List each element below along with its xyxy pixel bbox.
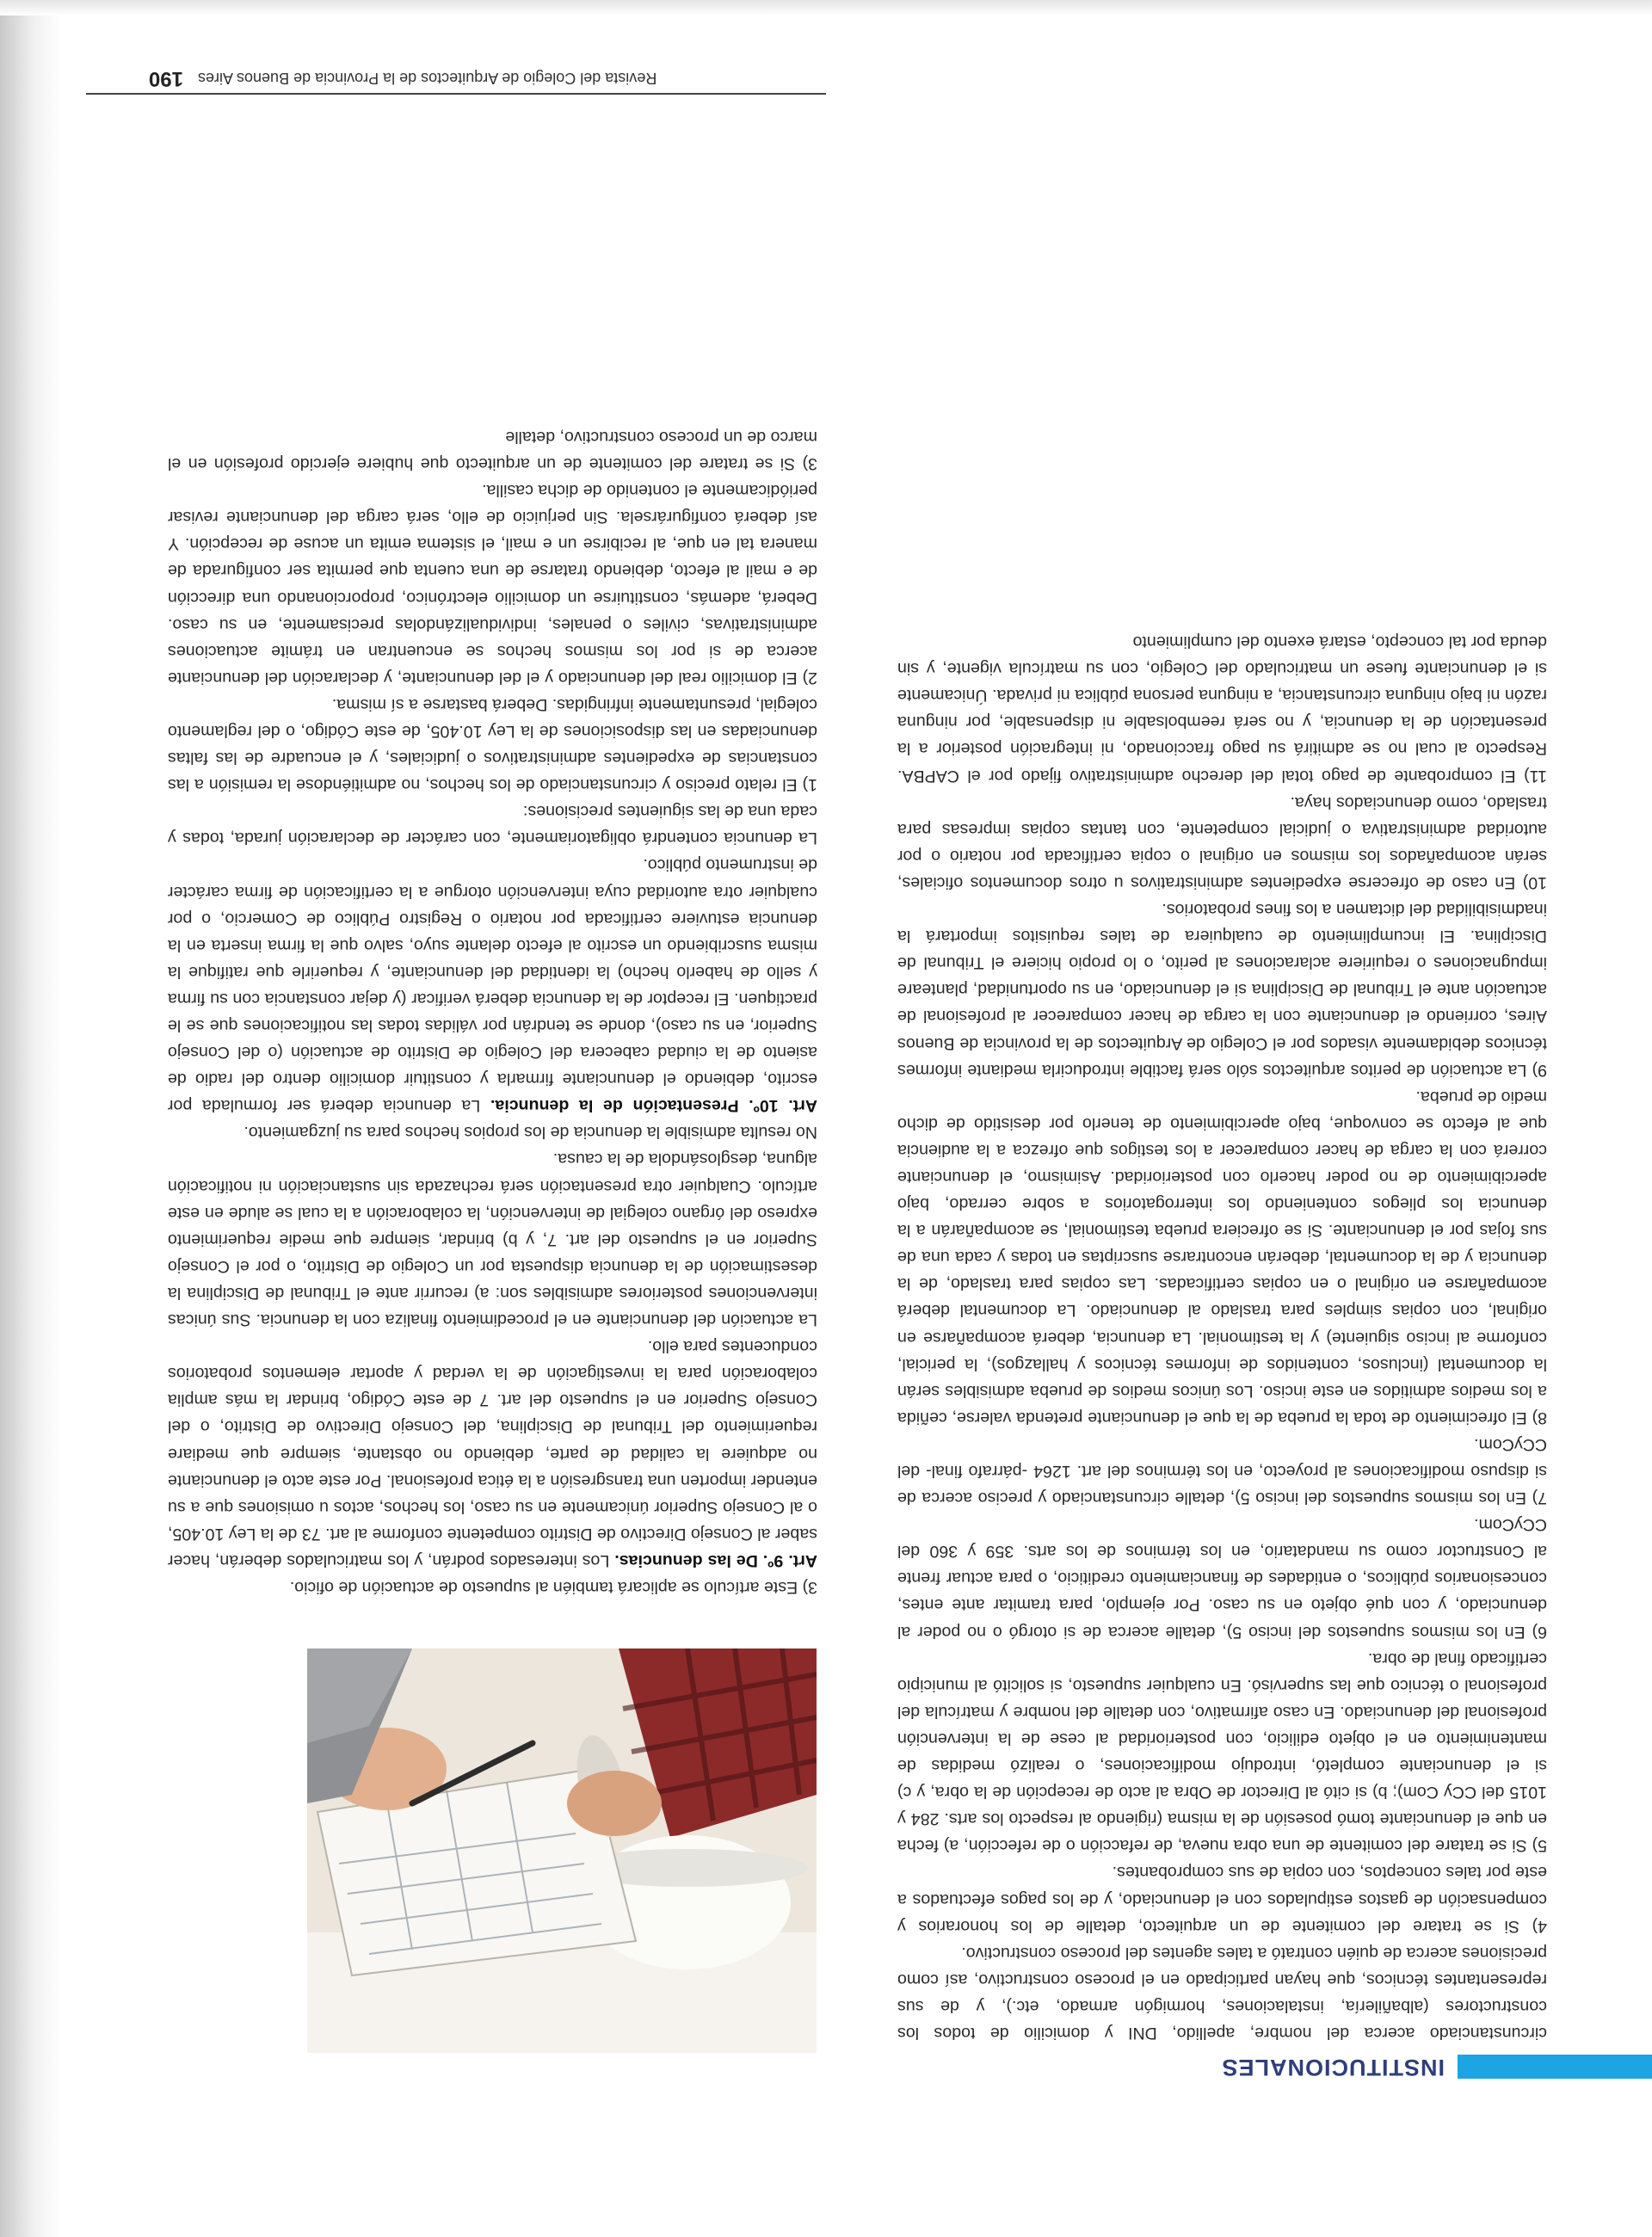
article-10-title: Art. 10º. Presentación de la denuncia. — [490, 1096, 817, 1116]
paragraph: 7) En los mismos supuestos del inciso 5), detalle circunstanciado y preciso acerca de si dispuso modificaciones al proyecto, en los términos del art. 1264 -párrafo final- del CCyCom. — [897, 1434, 1547, 1508]
photo-illustration — [307, 1648, 817, 2053]
architects-reviewing-blueprints-photo — [307, 1648, 817, 2053]
paragraph: La actuación del denunciante en el procedimiento finaliza con la denuncia. Sus únicas intervenciones posteriores admisibles son: a) recurrir ante el Tribunal de Disciplina la desestimación de la denuncia dispuesta por un Colegio de Distrito, o por el Consejo Superior en el supuesto del art. 7, y b) brindar, siempre que medie requerimiento expreso del órgano colegial de intervención, la colaboración a la cual se alude en este artículo. Cualquier otra presentación será rechazada sin sustanciación ni notificación alguna, desglosándola de la causa. — [168, 1149, 817, 1330]
footer-rule — [86, 93, 826, 95]
article-9-title: Art. 9º. De las denuncias. — [614, 1550, 817, 1570]
paragraph: La denuncia contendrá obligatoriamente, con carácter de declaración jurada, todas y cada una de las siguientes precisiones: — [168, 802, 817, 848]
paragraph: 6) En los mismos supuestos del inciso 5), detalle acerca de si otorgó o no poder al denunciado, y con qué objeto en su caso. Por ejemplo, para tramitar ante entes, concesionarios públicos, o entidades de financiamiento crediticio, o para actuar frente al Constructor como su mandatario, en los términos de los arts. 359 y 360 del CCyCom. — [897, 1515, 1547, 1642]
paragraph: 8) El ofrecimiento de toda la prueba de la que el denunciante pretenda valerse, ceñida a los medios admitidos en este inciso. Los únicos medios de prueba admisibles serán la documental (inclusos, contenidos de informes técnicos y hallazgos), la pericial, conforme al inciso siguiente) y la testimonial. La denuncia, deberá acompañarse en original, con copias simples para traslado al denunciado. La documental deberá acompañarse en original o en copias certificadas. Las copias para traslado, de la denuncia y de la documental, deberán encontrarse suscriptas en todas y cada una de sus fojas por el denunciante. Si se ofreciera prueba testimonial, se acompañarán a la denuncia los pliegos conteniendo los interrogatorios a sobre cerrado, bajo apercibimiento de no poder hacerlo con posterioridad. Asimismo, el denunciante correrá con la carga de hacer comparecer a los testigos que ofrezca a la audiencia que al efecto se convoque, bajo apercibimiento de tenerlo por desistido de dicho medio de prueba. — [897, 1087, 1547, 1427]
right-column — [168, 423, 817, 1600]
paragraph: 3) Si se tratare del comitente de un arquitecto que hubiere ejercido profesión en el marco de un proceso constructivo, detalle — [168, 427, 817, 474]
paragraph: 9) La actuación de peritos arquitectos sólo será factible introducirla mediante informes técnicos debidamente visados por el Colegio de Arquitectos de la provincia de Buenos Aires, corriendo el denunciante con la carga de hacer comparecer al profesional de actuación ante el Tribunal de Disciplina si el denunciado, en su oportunidad, planteare impugnaciones o requiriere aclaraciones al perito, o lo propio hiciere el Tribunal de Disciplina. El incumplimiento de cualquiera de tales requisitos importará la inadmisibilidad del dictamen a los fines probatorios. — [897, 900, 1547, 1080]
paragraph: 11) El comprobante de pago total del derecho administrativo fijado por el CAPBA. Respecto al cual no se admitirá su pago fraccionado, ni integración posterior a la presentación de la denuncia, y no será reembolsable ni dispensable, por ninguna razón ni bajo ninguna circunstancia, a ninguna persona pública ni privada. Únicamente si el denunciante fuese un matriculado del Colegio, con su matrícula vigente, y sin deuda por tal concepto, estará exento del cumplimiento — [897, 632, 1547, 786]
paragraph: 10) En caso de ofrecerse expedientes administrativos u otros documentos oficiales, serán acompañados los mismos en original o copia certificada por notario o por autoridad administrativa o judicial competente, con tantas copias impresas para traslado, como denunciados haya. — [897, 792, 1547, 892]
paragraph: 5) Si se tratare del comitente de una obra nueva, de refacción o de refección, a) fecha en que el denunciante tomó posesión de la misma (rigiendo al respecto los arts. 284 y 1015 del CCy Com); b) si citó al Director de Obra al acto de recepción de la obra, y c) si el denunciante completó, introdujo modificaciones, o realizó medidas de mantenimiento en el objeto edilicio, con posterioridad al cese de la intervención profesional del denunciado. En caso afirmativo, con detalle del nombre y matrícula del profesional o técnico que las supervisó. En cualquier supuesto, si solicitó al municipio certificado final de obra. — [897, 1648, 1547, 1856]
paragraph: No resulta admisible la denuncia de los propios hechos para su juzgamiento. — [243, 1123, 817, 1143]
article-9 — [168, 1333, 817, 1574]
section-label: INSTITUCIONALES — [1221, 2055, 1445, 2080]
paragraph: 2) El domicilio real del denunciado y el del denunciante, y declaración del denunciante acerca de si por los mismos hechos se encuentran en trámite actuaciones administrativas, civiles o penales, individualizándolas precisamente, en su caso. Deberá, además, constituirse un domicilio electrónico, proporcionando una dirección de e mail al efecto, debiendo tratarse de una cuenta que permita ser configurada de manera tal en que, al recibirse un e mail, el sistema emita un acuse de recepción. Y así deberá configurársela. Sin perjuicio de ello, será carga del denunciante revisar periódicamente el contenido de dicha casilla. — [168, 481, 817, 687]
article-10-body: La denuncia deberá ser formulada por escrito, debiendo el denunciante firmarla y constituir domicilio dentro del radio de asiento de la ciudad cabecera del Colegio de Distrito de actuación (o del Consejo Superior, en su caso), donde se tendrán por válidas todas las notificaciones que se le practiquen. El receptor de la denuncia deberá verificar (y dejar constancia con su firma y sello de haberlo hecho) la identidad del denunciante, y requerirle que ratifique la misma suscribiendo un escrito al efecto delante suyo, salvo que la firma inserta en la denuncia estuviere certificada por notario o Registro Público de Comercio, o por cualquier otra autoridad cuya intervención otorgue a la certificación de firma carácter de instrumento público. — [167, 855, 817, 1116]
article-10 — [168, 851, 817, 1118]
left-column — [897, 628, 1547, 2046]
paragraph: 4) Si se tratare del comitente de un arquitecto, detalle de los honorarios y compensación de gastos estipulados con el denunciado, y de los pagos efectuados a este por tales conceptos, con copia de sus comprobantes. — [897, 1863, 1547, 1936]
paragraph: 1) El relato preciso y circunstanciado de los hechos, no admitiéndose la remisión a las constancias de expedientes administrativos o judiciales, y el encuadre de las faltas denunciadas en las disposiciones de la Ley 10.405, de este Código, o del reglamento colegial, presuntamente infringidas. Deberá bastarse a sí misma. — [168, 694, 817, 795]
scan-bottom-shadow — [0, 0, 1652, 15]
paragraph: 3) Este artículo se aplicará también al supuesto de actuación de oficio. — [289, 1578, 817, 1597]
page-number: 190 — [148, 67, 183, 90]
journal-title: Revista del Colegio de Arquitectos de la Provincia de Buenos Aires — [198, 70, 657, 87]
article-9-body: Los interesados podrán, y los matriculados deberán, hacer saber al Consejo Directivo de Distrito competente conforme al art. 73 de la Ley 10.405, o al Consejo Superior únicamente en su caso, los hechos, actos u omisiones que a su entender importen una transgresión a la ética profesional. Por este acto el denunciante no adquiere la calidad de parte, debiendo no obstante, siempre que mediare requerimiento del Tribunal de Disciplina, del Consejo Directivo de Distrito, o del Consejo Superior en el supuesto del art. 7 de este Código, brindar la más amplia colaboración para la investigación de la verdad y aportar elementos probatorios conducentes para ello. — [167, 1337, 817, 1570]
paragraph: circunstanciado acerca del nombre, apellido, DNI y domicilio de todos los constructores (albañilería, instalaciones, hormigón armado, etc.), y de sus representantes técnicos, que hayan participado en el proceso constructivo, así como precisiones acerca de quién contrató a tales agentes del proceso constructivo. — [897, 1943, 1547, 2043]
scan-edge-shadow — [0, 0, 60, 2237]
section-color-band — [1458, 2055, 1652, 2079]
